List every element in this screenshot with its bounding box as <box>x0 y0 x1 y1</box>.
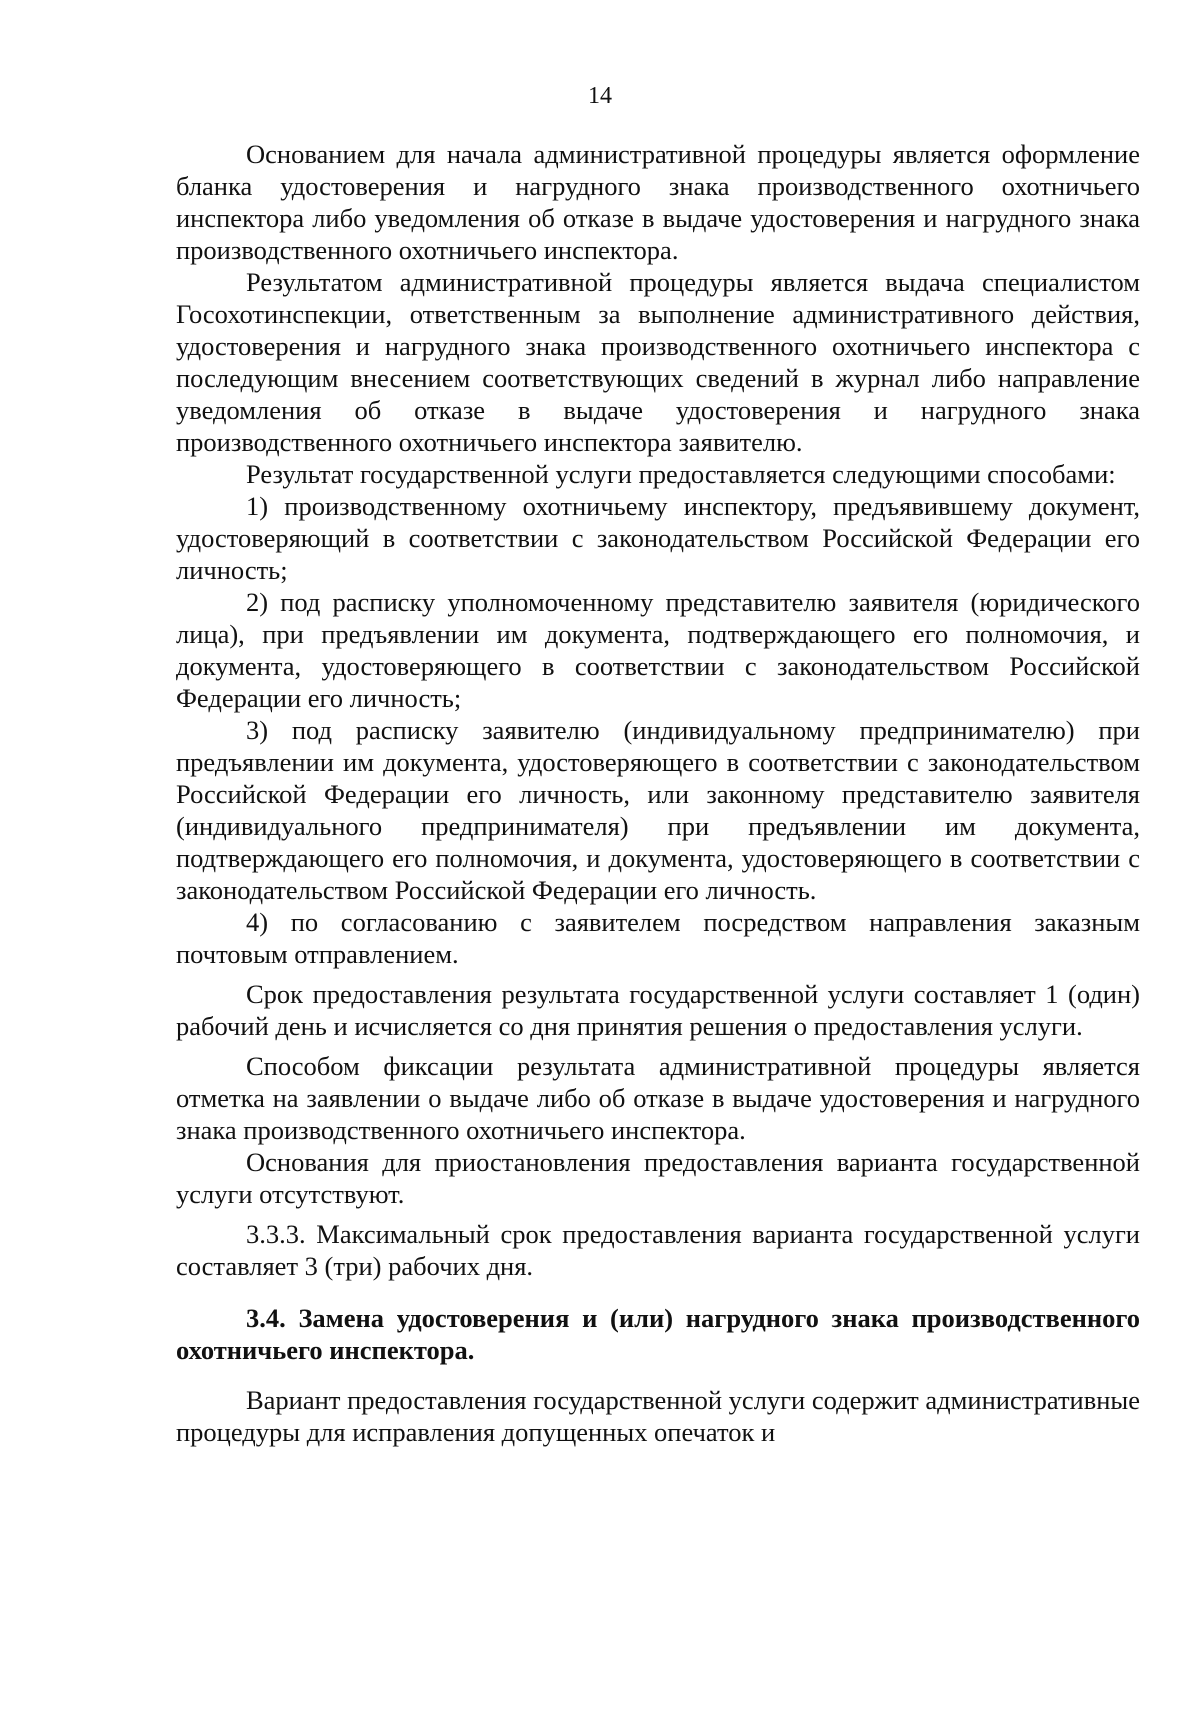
document-body <box>176 138 1140 1448</box>
page-number: 14 <box>588 83 612 109</box>
section-heading: 3.4. Замена удостоверения и (или) нагрудного знака производственного охотничьего инспектора. <box>176 1303 1140 1365</box>
paragraph-suspension: Основания для приостановления предоставления варианта государственной услуги отсутствуют. <box>176 1147 1140 1209</box>
list-item-1: 1) производственному охотничьему инспектору, предъявившему документ, удостоверяющий в соответствии с законодательством Российской Федерации его личность; <box>176 491 1140 585</box>
list-item-2: 2) под расписку уполномоченному представителю заявителя (юридического лица), при предъявлении им документа, подтверждающего его полномочия, и документа, удостоверяющего в соответствии с законодательством Российской Федерации его личность; <box>176 587 1140 713</box>
paragraph-variant: Вариант предоставления государственной услуги содержит административные процедуры для исправления допущенных опечаток и <box>176 1385 1140 1447</box>
paragraph-deadline: Срок предоставления результата государственной услуги составляет 1 (один) рабочий день и исчисляется со дня принятия решения о предоставления услуги. <box>176 979 1140 1041</box>
paragraph-max-term: 3.3.3. Максимальный срок предоставления варианта государственной услуги составляет 3 (три) рабочих дня. <box>176 1219 1140 1281</box>
paragraph-result-methods: Результат государственной услуги предоставляется следующими способами: <box>246 459 1116 489</box>
paragraph-result: Результатом административной процедуры является выдача специалистом Госохотинспекции, ответственным за выполнение административного действия, удостоверения и нагрудного знака производственного охотничьего инспектора с последующим внесением соответствующих сведений в журнал либо направление уведомления об отказе в выдаче удостоверения и нагрудного знака производственного охотничьего инспектора заявителю. <box>176 267 1140 457</box>
list-item-4: 4) по согласованию с заявителем посредством направления заказным почтовым отправлением. <box>176 907 1140 969</box>
list-item-3: 3) под расписку заявителю (индивидуальному предпринимателю) при предъявлении им документа, удостоверяющего в соответствии с законодательством Российской Федерации его личность, или законному представителю заявителя (индивидуального предпринимателя) при предъявлении им документа, подтверждающего его полномочия, и документа, удостоверяющего в соответствии с законодательством Российской Федерации его личность. <box>176 715 1140 905</box>
paragraph-basis: Основанием для начала административной процедуры является оформление бланка удостоверения и нагрудного знака производственного охотничьего инспектора либо уведомления об отказе в выдаче удостоверения и нагрудного знака производственного охотничьего инспектора. <box>176 139 1140 265</box>
paragraph-fixation: Способом фиксации результата административной процедуры является отметка на заявлении о выдаче либо об отказе в выдаче удостоверения и нагрудного знака производственного охотничьего инспектора. <box>176 1051 1140 1145</box>
